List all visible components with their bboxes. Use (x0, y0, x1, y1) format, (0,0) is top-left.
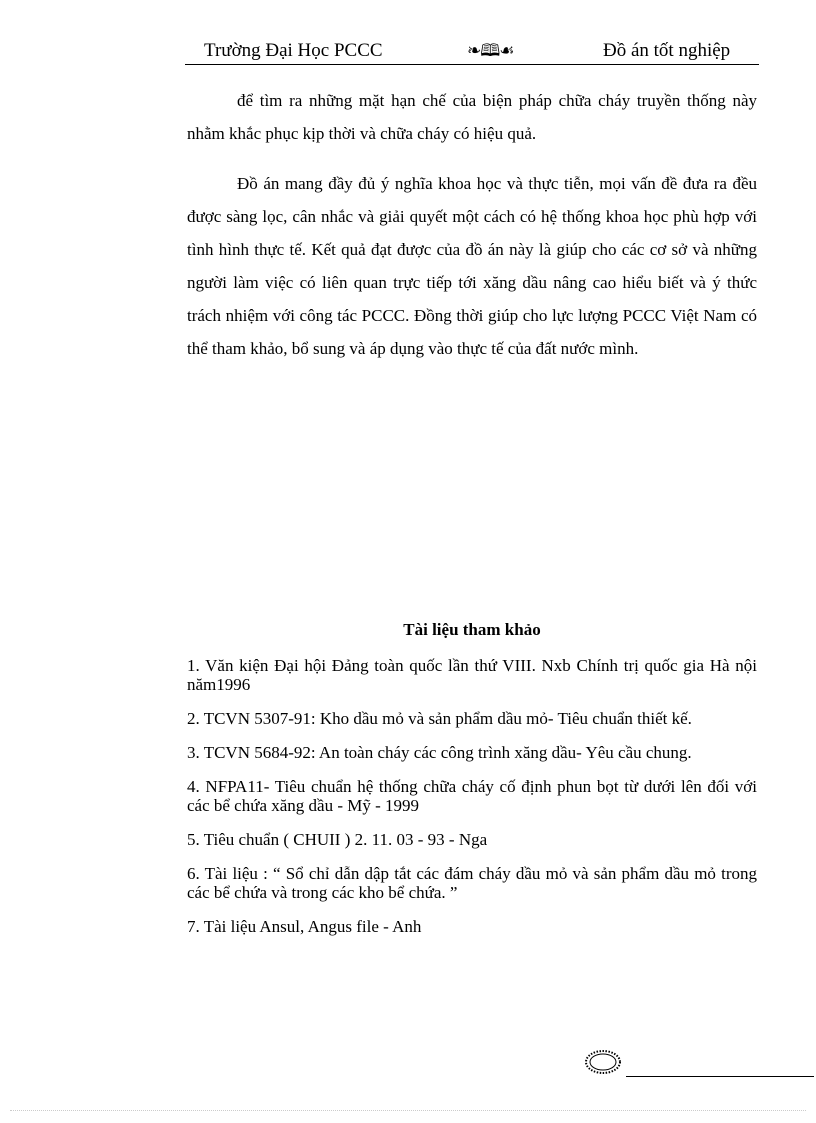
references-list (187, 656, 757, 951)
reference-item: 3. TCVN 5684-92: An toàn cháy các công trình xăng dầu- Yêu cầu chung. (187, 743, 692, 762)
header-thesis-title: Đồ án tốt nghiệp (603, 40, 731, 61)
reference-item: 7. Tài liệu Ansul, Angus file - Anh (187, 917, 422, 936)
page-header (185, 36, 759, 65)
references-title: Tài liệu tham khảo (403, 620, 541, 639)
header-book-ornament-icon: ❧🕮☙ (467, 41, 514, 60)
reference-item: 5. Tiêu chuẩn ( CHUII ) 2. 11. 03 - 93 - Nga (187, 830, 488, 849)
reference-item: 2. TCVN 5307-91: Kho dầu mỏ và sản phẩm dầu mỏ- Tiêu chuẩn thiết kế. (187, 709, 692, 728)
reference-item: 1. Văn kiện Đại hội Đảng toàn quốc lần thứ VIII. Nxb Chính trị quốc gia Hà nội năm1996 (187, 656, 757, 694)
reference-item: 4. NFPA11- Tiêu chuẩn hệ thống chữa cháy cố định phun bọt từ dưới lên đối với các bể chứa xăng dầu - Mỹ - 1999 (187, 777, 757, 815)
footer-rule (626, 1076, 814, 1077)
body-paragraph-1: để tìm ra những mặt hạn chế của biện pháp chữa cháy truyền thống này nhằm khắc phục kịp thời và chữa cháy có hiệu quả. (187, 91, 757, 143)
footer-wreath-icon (583, 1048, 623, 1076)
page-bottom-border (10, 1110, 806, 1111)
body-paragraph-2: Đồ án mang đầy đủ ý nghĩa khoa học và thực tiễn, mọi vấn đề đưa ra đều được sàng lọc, cân nhắc và giải quyết một cách có hệ thống khoa học phù hợp với tình hình thực tế. Kết quả đạt được của đồ án này là giúp cho các cơ sở và những người làm việc có liên quan trực tiếp tới xăng dầu nâng cao hiểu biết và ý thức trách nhiệm với công tác PCCC. Đồng thời giúp cho lực lượng PCCC Việt Nam có thể tham khảo, bổ sung và áp dụng vào thực tế của đất nước mình. (187, 174, 757, 358)
reference-item: 6. Tài liệu : “ Sổ chỉ dẫn dập tắt các đám cháy dầu mỏ và sản phẩm dầu mỏ trong các bể chứa và trong các kho bể chứa. ” (187, 864, 757, 902)
header-school-name: Trường Đại Học PCCC (204, 40, 383, 61)
